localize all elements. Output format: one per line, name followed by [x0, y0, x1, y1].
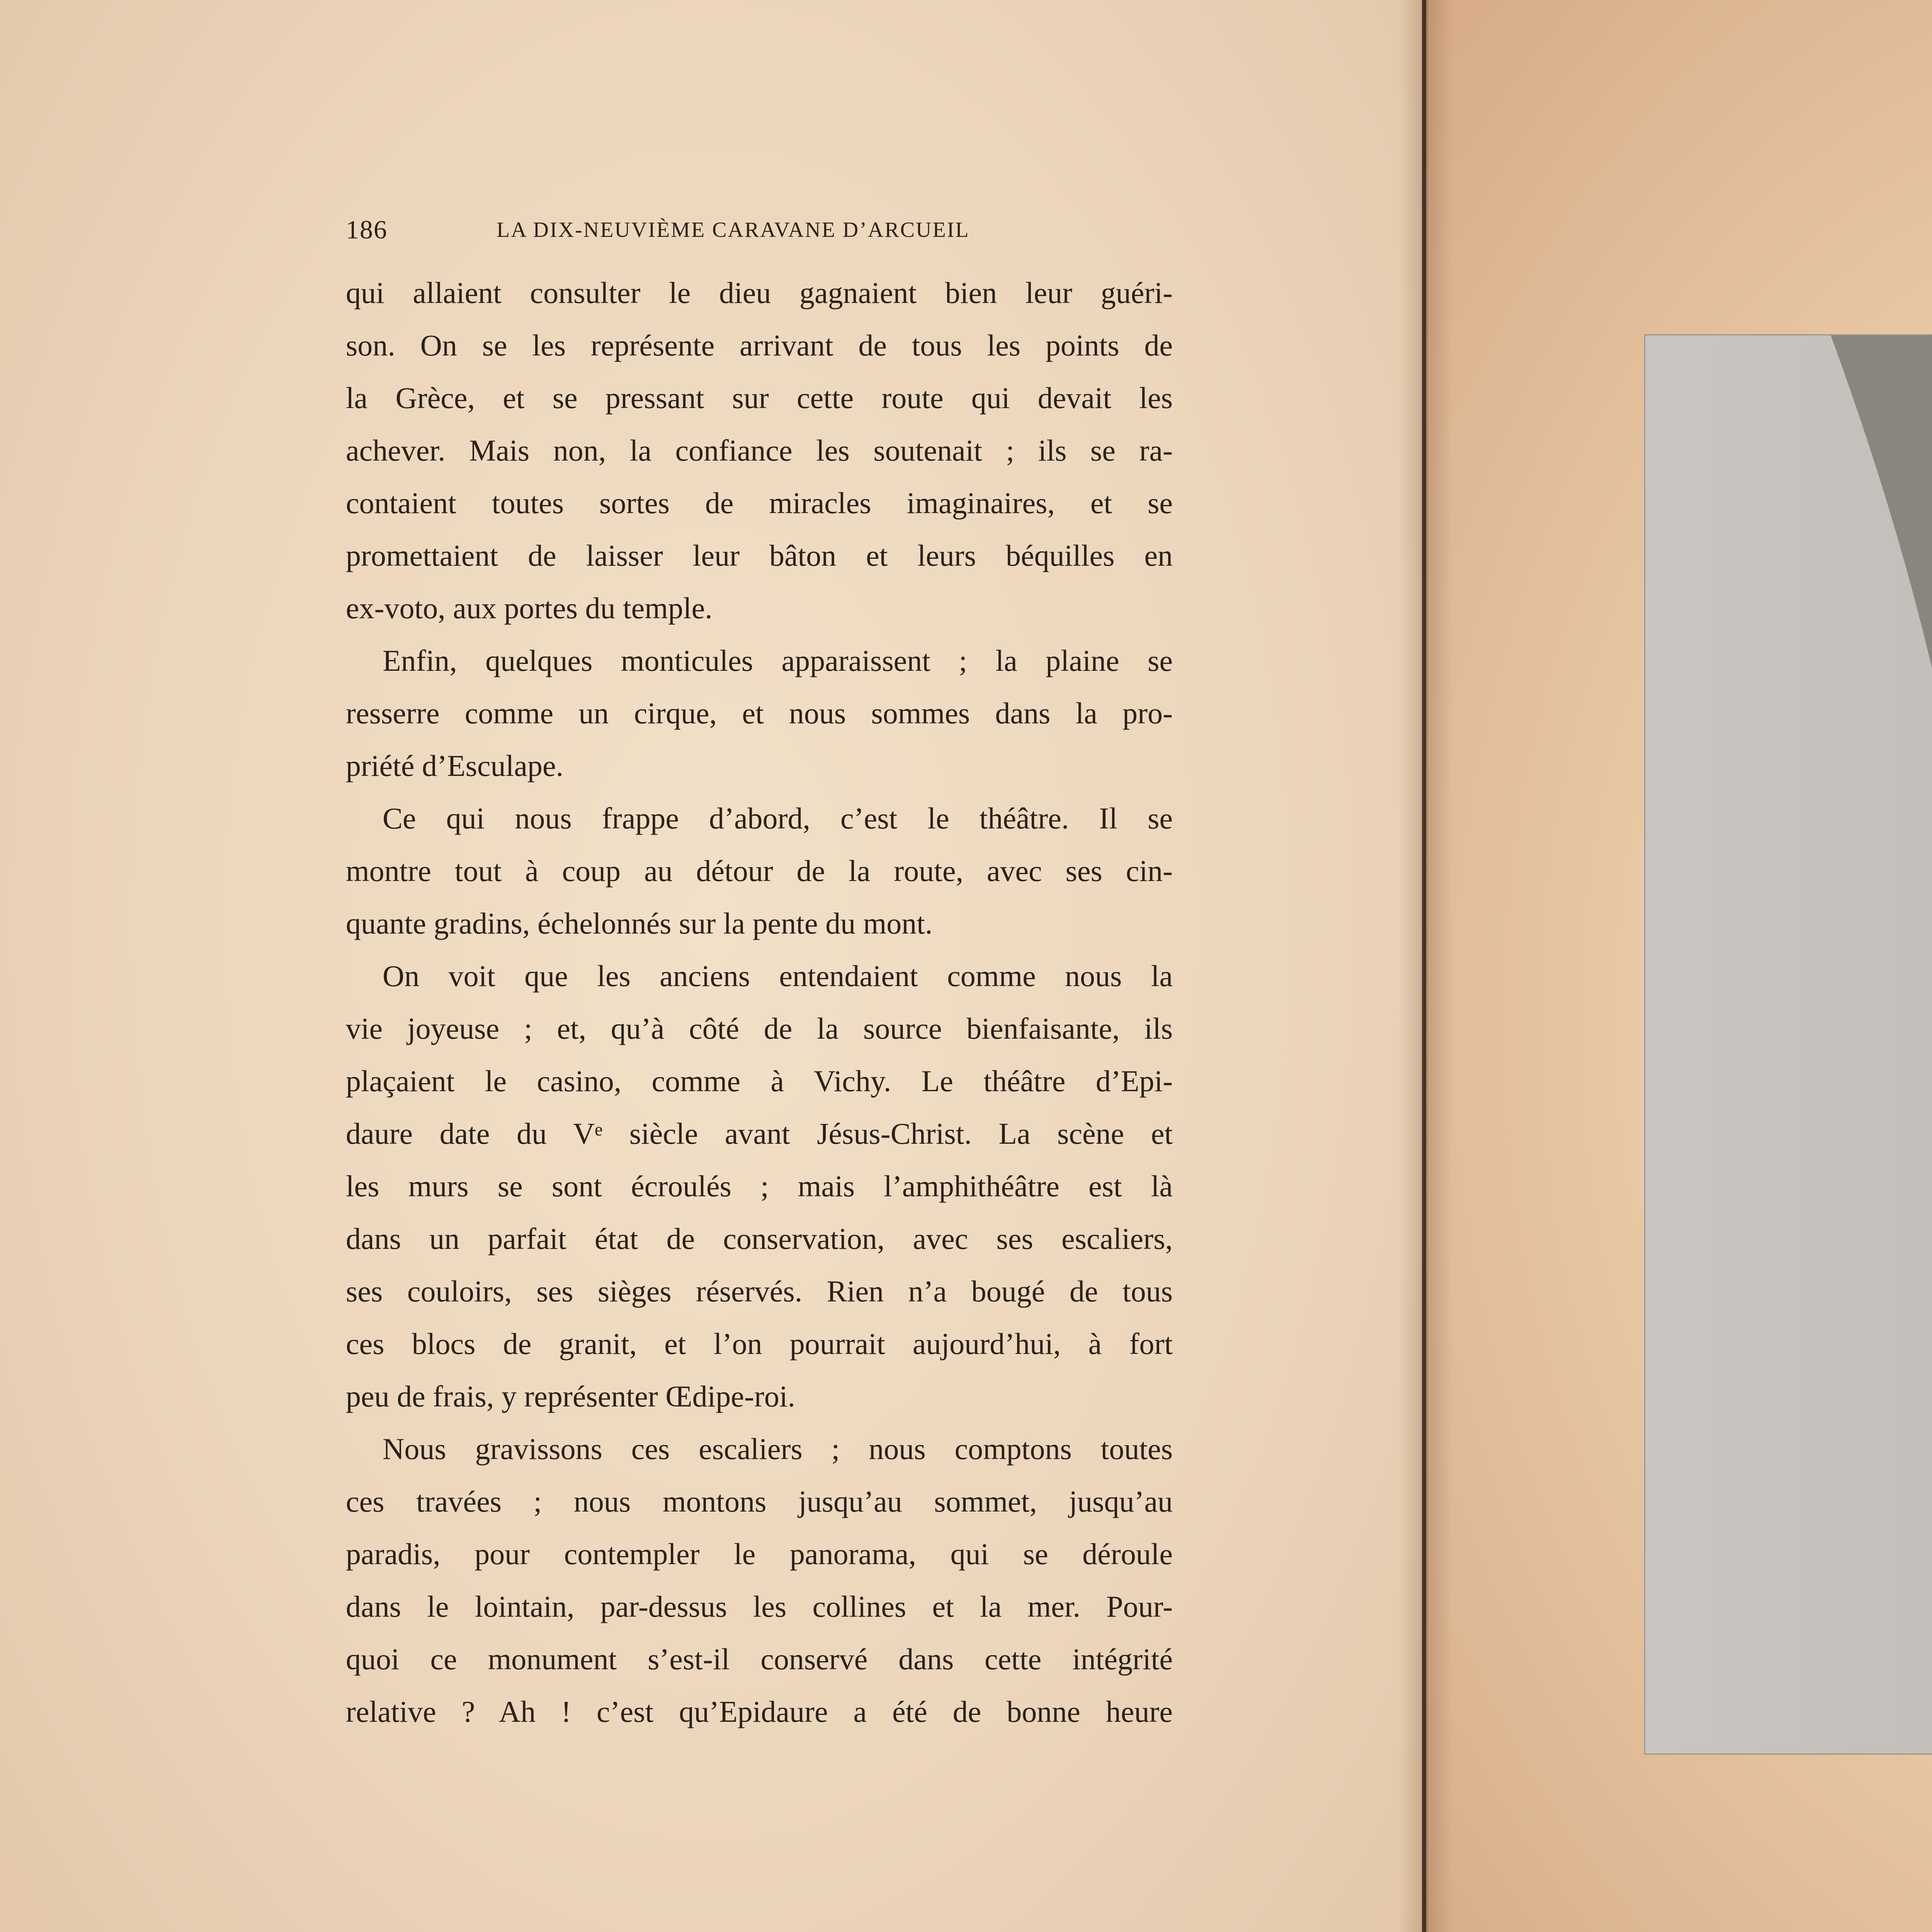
- text-line: la Grèce, et se pressant sur cette route qui devait les: [346, 381, 1173, 415]
- text-line: peu de frais, y représenter Œdipe-roi.: [346, 1379, 796, 1413]
- text-line: achever. Mais non, la confiance les soutenait ; ils se ra-: [346, 434, 1173, 467]
- text-line: Nous gravissons ces escaliers ; nous comptons toutes: [383, 1432, 1173, 1466]
- text-line: On voit que les anciens entendaient comme nous la: [383, 959, 1173, 993]
- text-line: son. On se les représente arrivant de tous les points de: [346, 328, 1173, 362]
- text-line: promettaient de laisser leur bâton et leurs béquilles en: [346, 539, 1173, 572]
- book-gutter: [1399, 0, 1453, 1932]
- sky: [1645, 335, 1932, 1753]
- text-line: les murs se sont écroulés ; mais l’amphithéâtre est là: [346, 1169, 1173, 1203]
- text-line: contaient toutes sortes de miracles imaginaires, et se: [346, 486, 1173, 520]
- text-line: relative ? Ah ! c’est qu’Epidaure a été de bonne heure: [346, 1695, 1173, 1728]
- body-text: [346, 267, 1173, 1738]
- page-header: [346, 214, 1177, 253]
- text-line: resserre comme un cirque, et nous sommes dans la pro-: [346, 696, 1173, 730]
- theatre-ruins-photo: [1645, 335, 1932, 1753]
- text-line: montre tout à coup au détour de la route, avec ses cin-: [346, 854, 1173, 888]
- text-line: dans le lointain, par-dessus les collines et la mer. Pour-: [346, 1590, 1173, 1623]
- text-line: Ce qui nous frappe d’abord, c’est le théâtre. Il se: [383, 801, 1173, 835]
- text-line: quoi ce monument s’est-il conservé dans cette intégrité: [346, 1642, 1173, 1676]
- text-line: ces blocs de granit, et l’on pourrait aujourd’hui, à fort: [346, 1327, 1173, 1361]
- text-line: priété d’Esculape.: [346, 749, 564, 782]
- photo-plate: [1644, 334, 1932, 1755]
- text-line: plaçaient le casino, comme à Vichy. Le théâtre d’Epi-: [346, 1064, 1173, 1098]
- text-line: qui allaient consulter le dieu gagnaient bien leur guéri-: [346, 276, 1173, 310]
- page-number: 186: [346, 215, 388, 244]
- text-line: paradis, pour contempler le panorama, qui se déroule: [346, 1537, 1173, 1571]
- text-line: dans un parfait état de conservation, avec ses escaliers,: [346, 1222, 1173, 1255]
- text-line: ex-voto, aux portes du temple.: [346, 591, 713, 625]
- text-line: ces travées ; nous montons jusqu’au sommet, jusqu’au: [346, 1485, 1173, 1518]
- text-line: quante gradins, échelonnés sur la pente du mont.: [346, 906, 933, 940]
- text-line: daure date du Vᵉ siècle avant Jésus-Christ. La scène et: [346, 1117, 1173, 1150]
- text-line: ses couloirs, ses sièges réservés. Rien n’a bougé de tous: [346, 1274, 1173, 1308]
- text-line: vie joyeuse ; et, qu’à côté de la source bienfaisante, ils: [346, 1012, 1173, 1045]
- running-head: LA DIX-NEUVIÈME CARAVANE D’ARCUEIL: [497, 218, 970, 242]
- text-line: Enfin, quelques monticules apparaissent ; la plaine se: [383, 644, 1173, 677]
